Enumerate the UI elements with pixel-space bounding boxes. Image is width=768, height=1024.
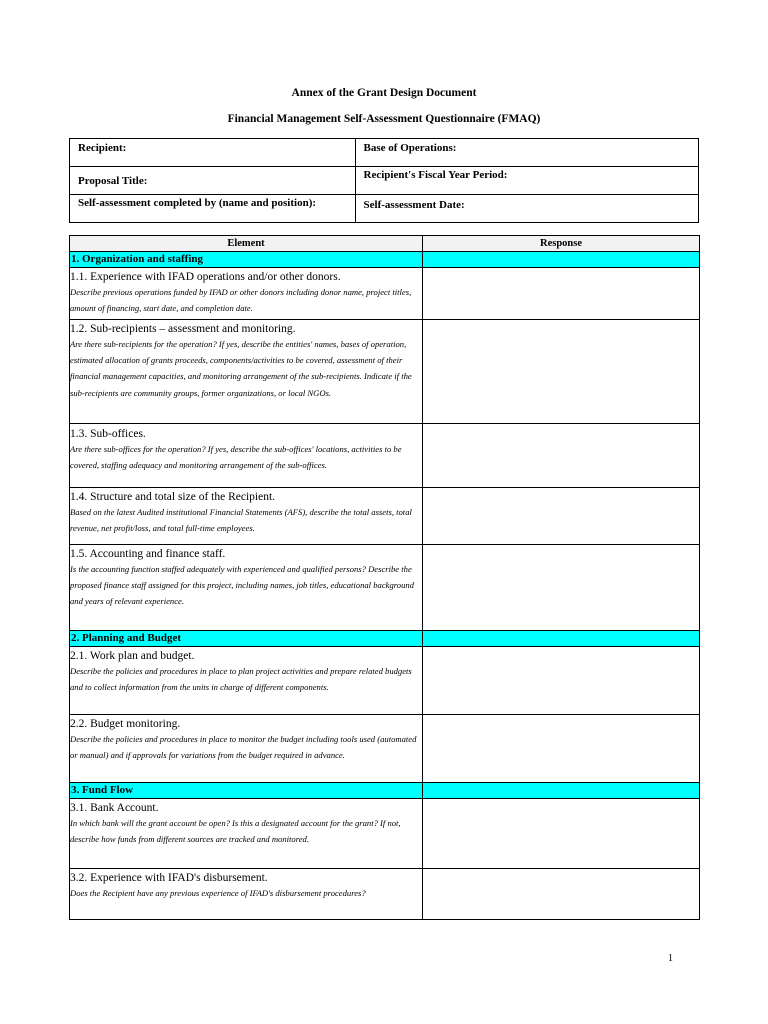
recipient-field[interactable] xyxy=(70,139,356,167)
response-cell[interactable] xyxy=(423,320,700,424)
response-cell[interactable] xyxy=(423,799,700,869)
question-cell xyxy=(70,320,423,424)
question-row xyxy=(70,424,700,488)
assessment-date-field[interactable] xyxy=(355,195,698,223)
question-heading: 3.2. Experience with IFAD's disbursement. xyxy=(70,872,268,884)
questionnaire-table xyxy=(69,235,700,920)
completed-by-label: Self-assessment completed by (name and position): xyxy=(78,197,317,209)
assessment-date-label: Self-assessment Date: xyxy=(363,199,465,211)
question-row xyxy=(70,488,700,545)
question-description: Describe the policies and procedures in place to plan project activities and prepare related budgets and to collect information from the units in charge of different components. xyxy=(70,666,412,693)
question-heading: 1.4. Structure and total size of the Recipient. xyxy=(70,491,276,503)
question-description: Is the accounting function staffed adequately with experienced and qualified persons? Describe the proposed finance staff assigned for this project, including names, job titles, educational background and years of relevant experience. xyxy=(70,564,414,607)
question-description: Does the Recipient have any previous experience of IFAD's disbursement procedures? xyxy=(70,888,366,898)
response-cell[interactable] xyxy=(423,869,700,920)
question-heading: 2.1. Work plan and budget. xyxy=(70,650,195,662)
question-row xyxy=(70,869,700,920)
base-of-operations-field[interactable] xyxy=(355,139,698,167)
question-cell xyxy=(70,488,423,545)
question-heading: 1.1. Experience with IFAD operations and/or other donors. xyxy=(70,271,341,283)
question-cell xyxy=(70,647,423,715)
question-description: In which bank will the grant account be open? Is this a designated account for the grant? If not, describe how funds from different sources are tracked and monitored. xyxy=(70,818,401,845)
questionnaire-title: Financial Management Self-Assessment Questionnaire (FMAQ) xyxy=(227,113,541,125)
page-number: 1 xyxy=(668,953,673,964)
response-cell[interactable] xyxy=(423,488,700,545)
question-heading: 1.5. Accounting and finance staff. xyxy=(70,548,226,560)
section-response-cell xyxy=(423,783,700,799)
question-heading: 2.2. Budget monitoring. xyxy=(70,718,181,730)
fiscal-year-field[interactable] xyxy=(355,167,698,195)
question-heading: 3.1. Bank Account. xyxy=(70,802,159,814)
question-description: Describe the policies and procedures in place to monitor the budget including tools used (automated or manual) and if approvals for variations from the budget required in advance. xyxy=(70,734,417,761)
question-cell xyxy=(70,268,423,320)
section-row xyxy=(70,252,700,268)
response-cell[interactable] xyxy=(423,647,700,715)
section-response-cell xyxy=(423,631,700,647)
recipient-label: Recipient: xyxy=(78,142,127,154)
question-row xyxy=(70,545,700,631)
section-title: 1. Organization and staffing xyxy=(70,252,423,268)
section-response-cell xyxy=(423,252,700,268)
section-title: 2. Planning and Budget xyxy=(70,631,423,647)
section-title: 3. Fund Flow xyxy=(70,783,423,799)
response-cell[interactable] xyxy=(423,545,700,631)
fiscal-year-label: Recipient's Fiscal Year Period: xyxy=(363,169,508,181)
recipient-info-table xyxy=(69,138,699,223)
completed-by-field[interactable] xyxy=(70,195,356,223)
response-cell[interactable] xyxy=(423,268,700,320)
base-of-operations-label: Base of Operations: xyxy=(363,142,457,154)
question-description: Describe previous operations funded by IFAD or other donors including donor name, project titles, amount of financing, start date, and completion date. xyxy=(70,287,412,314)
question-row xyxy=(70,799,700,869)
question-row xyxy=(70,647,700,715)
section-row xyxy=(70,631,700,647)
element-column-header: Element xyxy=(70,236,423,252)
question-row xyxy=(70,715,700,783)
question-cell xyxy=(70,545,423,631)
proposal-title-field[interactable] xyxy=(70,167,356,195)
question-cell xyxy=(70,869,423,920)
response-column-header: Response xyxy=(423,236,700,252)
section-row xyxy=(70,783,700,799)
proposal-title-label: Proposal Title: xyxy=(78,175,148,187)
question-description: Are there sub-offices for the operation? If yes, describe the sub-offices' locations, activities to be covered, staffing adequacy and monitoring arrangement of the sub-offices. xyxy=(70,444,402,471)
question-cell xyxy=(70,799,423,869)
question-row xyxy=(70,320,700,424)
question-description: Based on the latest Audited institutional Financial Statements (AFS), describe the total assets, total revenue, net profit/loss, and total full-time employees. xyxy=(70,507,412,534)
question-cell xyxy=(70,715,423,783)
question-cell xyxy=(70,424,423,488)
question-row xyxy=(70,268,700,320)
response-cell[interactable] xyxy=(423,715,700,783)
question-description: Are there sub-recipients for the operation? If yes, describe the entities' names, bases of operation, estimated allocation of grants proceeds, components/activities to be covered, assessment of their financial management capacities, and monitoring arrangement of the sub-recipients. Indicate if the sub-recipients are community groups, former organizations, or local NGOs. xyxy=(70,339,412,398)
response-cell[interactable] xyxy=(423,424,700,488)
document-title: Annex of the Grant Design Document xyxy=(291,87,477,99)
question-heading: 1.2. Sub-recipients – assessment and monitoring. xyxy=(70,323,296,335)
question-heading: 1.3. Sub-offices. xyxy=(70,428,146,440)
